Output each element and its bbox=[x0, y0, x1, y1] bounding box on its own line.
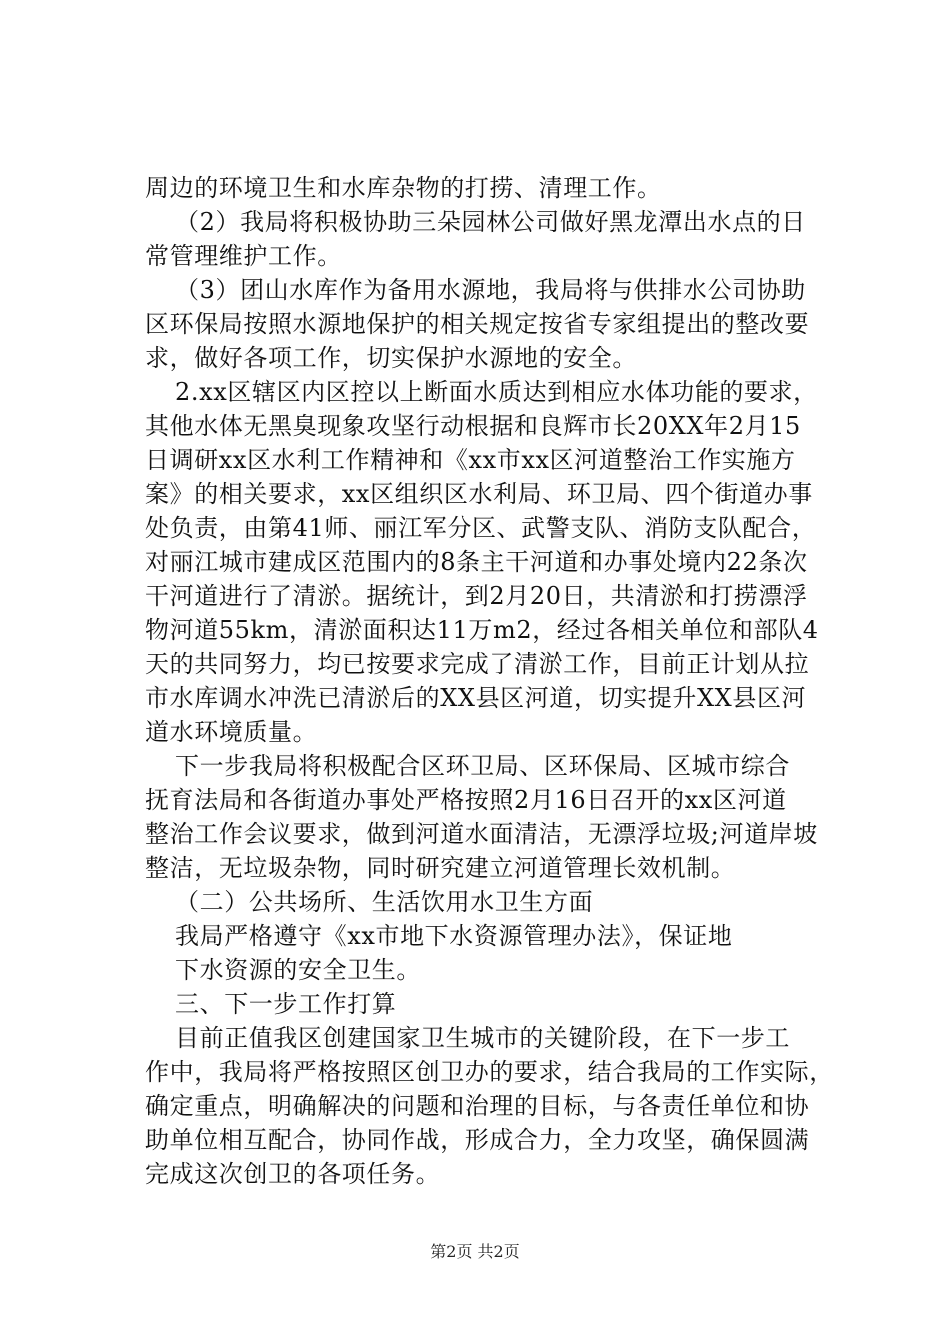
text-line: （3）团山水库作为备用水源地，我局将与供排水公司协助 bbox=[175, 276, 806, 304]
text-line: 抚育法局和各街道办事处严格按照2月16日召开的xx区河道 bbox=[145, 786, 787, 814]
text-line: 处负责，由第41师、丽江军分区、武警支队、消防支队配合， bbox=[145, 514, 817, 542]
text-line: 天的共同努力，均已按要求完成了清淤工作，目前正计划从拉 bbox=[145, 650, 810, 678]
text-line: 物河道55km，清淤面积达11万m2，经过各相关单位和部队4 bbox=[145, 616, 819, 644]
text-line: 常管理维护工作。 bbox=[145, 242, 342, 270]
text-line: 市水库调水冲洗已清淤后的XX县区河道，切实提升XX县区河 bbox=[145, 684, 807, 712]
text-line: 求，做好各项工作，切实保护水源地的安全。 bbox=[145, 344, 637, 372]
text-line: （2）我局将积极协助三朵园林公司做好黑龙潭出水点的日 bbox=[175, 208, 806, 236]
text-line: 区环保局按照水源地保护的相关规定按省专家组提出的整改要 bbox=[145, 310, 810, 338]
text-line: 对丽江城市建成区范围内的8条主干河道和办事处境内22条次 bbox=[145, 548, 808, 576]
text-line: 2.xx区辖区内区控以上断面水质达到相应水体功能的要求， bbox=[175, 378, 818, 406]
text-line: 其他水体无黑臭现象攻坚行动根据和良辉市长20XX年2月15 bbox=[145, 412, 801, 440]
page-footer: 第2页 共2页 bbox=[430, 1242, 520, 1261]
section-heading: （二）公共场所、生活饮用水卫生方面 bbox=[175, 888, 594, 916]
text-line: 目前正值我区创建国家卫生城市的关键阶段，在下一步工 bbox=[175, 1024, 790, 1052]
text-line: 助单位相互配合，协同作战，形成合力，全力攻坚，确保圆满 bbox=[145, 1126, 810, 1154]
text-line: 下水资源的安全卫生。 bbox=[175, 956, 421, 984]
text-line: 下一步我局将积极配合区环卫局、区环保局、区城市综合 bbox=[175, 752, 790, 780]
text-line: 完成这次创卫的各项任务。 bbox=[145, 1160, 441, 1188]
text-line: 我局严格遵守《xx市地下水资源管理办法》，保证地 bbox=[175, 922, 733, 950]
text-line: 整洁，无垃圾杂物，同时研究建立河道管理长效机制。 bbox=[145, 854, 736, 882]
text-line: 周边的环境卫生和水库杂物的打捞、清理工作。 bbox=[145, 174, 662, 202]
text-line: 案》的相关要求，xx区组织区水利局、环卫局、四个街道办事 bbox=[145, 480, 813, 508]
text-line: 日调研xx区水利工作精神和《xx市xx区河道整治工作实施方 bbox=[145, 446, 796, 474]
text-line: 道水环境质量。 bbox=[145, 718, 318, 746]
section-heading: 三、下一步工作打算 bbox=[175, 990, 397, 1018]
text-line: 干河道进行了清淤。据统计，到2月20日，共清淤和打捞漂浮 bbox=[145, 582, 808, 610]
text-line: 确定重点，明确解决的问题和治理的目标，与各责任单位和协 bbox=[145, 1092, 810, 1120]
text-line: 作中，我局将严格按照区创卫办的要求，结合我局的工作实际， bbox=[145, 1058, 834, 1086]
text-line: 整治工作会议要求，做到河道水面清洁，无漂浮垃圾;河道岸坡 bbox=[145, 820, 818, 848]
